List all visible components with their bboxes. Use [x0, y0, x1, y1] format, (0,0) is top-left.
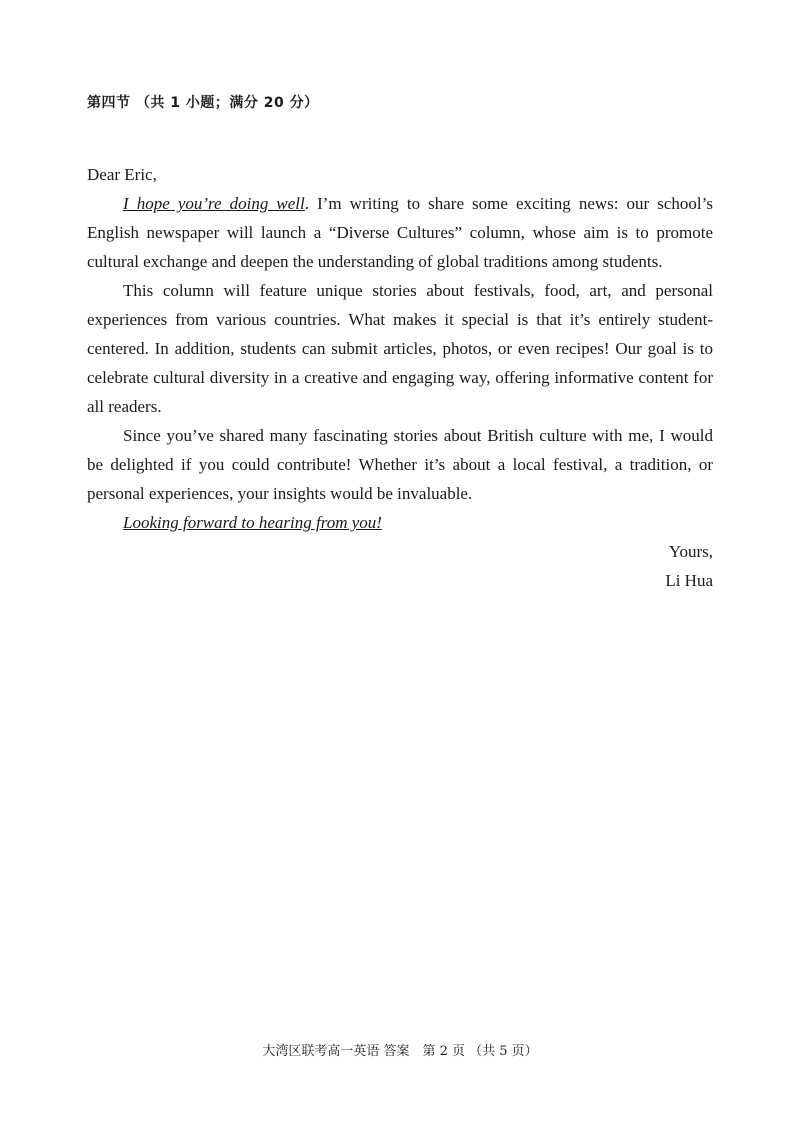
letter-body — [87, 160, 713, 595]
signature: Li Hua — [665, 571, 713, 590]
paragraph-1 — [87, 189, 713, 276]
paragraph-3: Since you’ve shared many fascinating stories about British culture with me, I would be delighted if you could contribute! Whether it’s about a local festival, a tradition, or personal experiences, your insights would be invaluable. — [87, 426, 713, 503]
closing-sentence-text: Looking forward to hearing from you! — [123, 513, 382, 532]
closing-sentence — [87, 508, 713, 537]
page-footer: 大湾区联考高一英语 答案 第 2 页 （共 5 页） — [262, 1044, 538, 1059]
salutation: Dear Eric, — [87, 165, 157, 184]
section-heading: 第四节 （共 1 小题；满分 20 分） — [87, 95, 319, 111]
paragraph-1-text: . I’m writing to share some exciting news: our school’s English newspaper will launch a “Diverse Cultures” column, whose aim is to promote cultural exchange and deepen the understanding of global traditions among students. — [87, 194, 713, 271]
opening-sentence: I hope you’re doing well — [123, 194, 305, 213]
paragraph-2: This column will feature unique stories about festivals, food, art, and personal experiences from various countries. What makes it special is that it’s entirely student-centered. In addition, students can submit articles, photos, or even recipes! Our goal is to celebrate cultural diversity in a creative and engaging way, offering informative content for all readers. — [87, 281, 713, 416]
signoff: Yours, — [668, 542, 713, 561]
